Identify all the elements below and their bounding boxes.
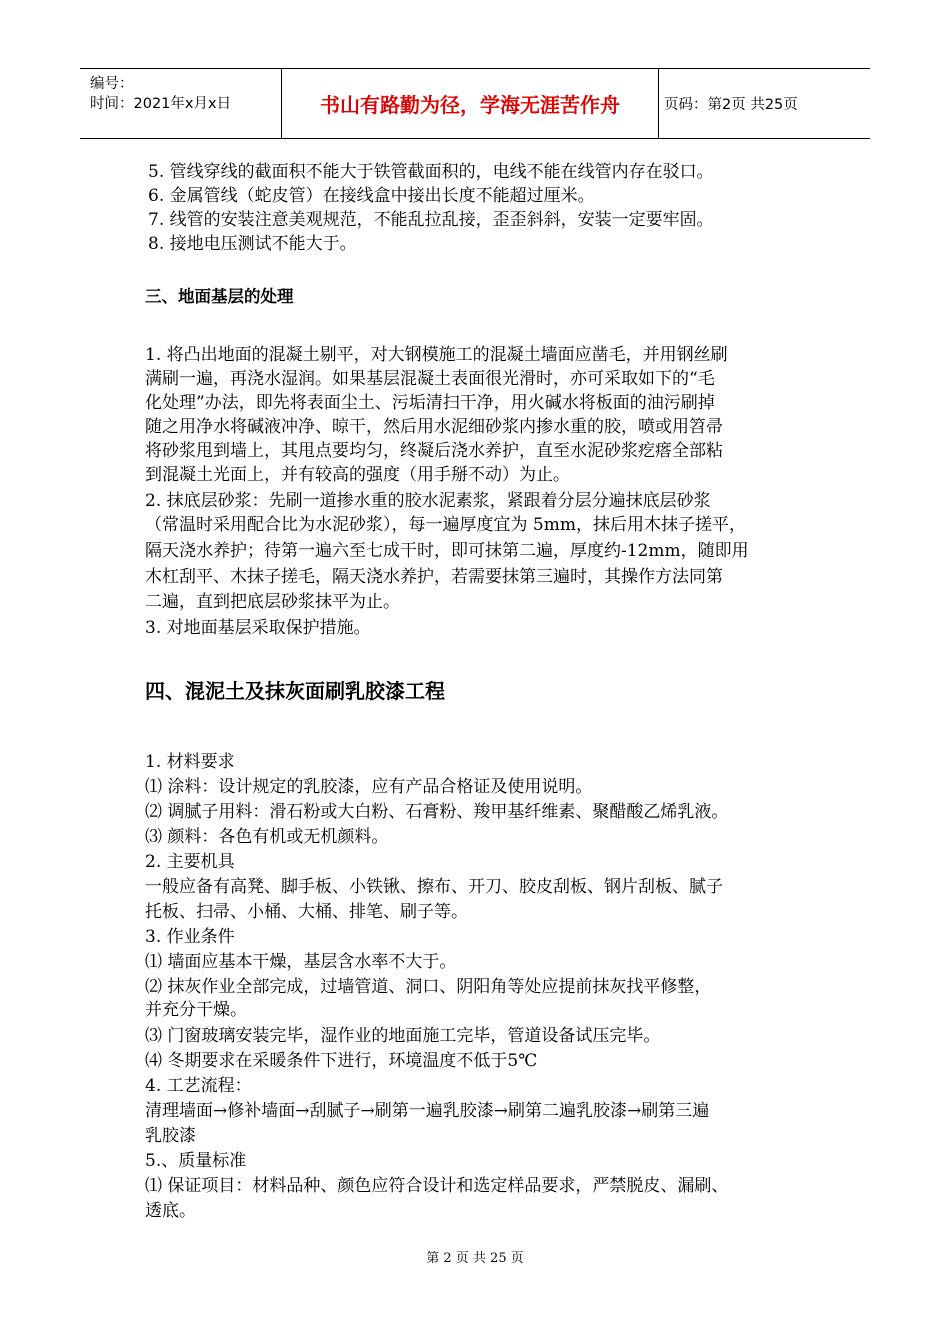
document-date: 时间：2021年x月x日 [90, 96, 232, 112]
header-left-cell [80, 69, 281, 138]
paragraph-line: 2. 主要机具 [145, 852, 235, 872]
paragraph-line: 并充分干燥。 [145, 1000, 247, 1020]
paragraph-line: 乳胶漆 [145, 1126, 196, 1146]
paragraph-line: 到混凝土光面上，并有较高的强度（用手掰不动）为止。 [145, 465, 570, 485]
header-motto: 书山有路勤为径，学海无涯苦作舟 [281, 69, 659, 138]
paragraph-line: 将砂浆甩到墙上，其甩点要均匀，终凝后浇水养护，直至水泥砂浆疙瘩全部粘 [145, 441, 723, 461]
paragraph-line: 随之用净水将碱液冲净、晾干，然后用水泥细砂浆内掺水重的胶，喷或用笤帚 [145, 417, 723, 437]
paragraph-line: 二遍，直到把底层砂浆抹平为止。 [145, 592, 400, 612]
page-footer: 第 2 页 共 25 页 [426, 1251, 524, 1266]
paragraph-line: 清理墙面→修补墙面→刮腻子→刷第一遍乳胶漆→刷第二遍乳胶漆→刷第三遍 [145, 1101, 710, 1121]
paragraph-line: ⑶ 门窗玻璃安装完毕，湿作业的地面施工完毕，管道设备试压完毕。 [145, 1026, 661, 1046]
paragraph-line: ⑵ 抹灰作业全部完成，过墙管道、洞口、阴阳角等处应提前抹灰找平修整， [145, 977, 712, 997]
paragraph-line: 1. 将凸出地面的混凝土剔平，对大钢模施工的混凝土墙面应凿毛，并用钢丝刷 [145, 345, 728, 365]
paragraph-line: ⑵ 调腻子用料：滑石粉或大白粉、石膏粉、羧甲基纤维素、聚醋酸乙烯乳液。 [145, 802, 729, 822]
paragraph-line: 透底。 [145, 1201, 196, 1221]
paragraph-line: 化处理”办法，即先将表面尘土、污垢清扫干净，用火碱水将板面的油污刷掉 [145, 393, 715, 413]
list-item: 5. 管线穿线的截面积不能大于铁管截面积的，电线不能在线管内存在驳口。 [148, 162, 714, 182]
list-item: 7. 线管的安装注意美观规范，不能乱拉乱接，歪歪斜斜，安装一定要牢固。 [148, 210, 714, 230]
paragraph-line: 木杠刮平、木抹子搓毛，隔天浇水养护，若需要抹第三遍时，其操作方法同第 [145, 567, 723, 587]
page-header [80, 68, 870, 139]
paragraph-line: （常温时采用配合比为水泥砂浆），每一遍厚度宜为 5mm，抹后用木抹子搓平， [145, 515, 746, 535]
list-item: 8. 接地电压测试不能大于。 [148, 234, 357, 254]
paragraph-line: 满刷一遍，再浇水湿润。如果基层混凝土表面很光滑时，亦可采取如下的“毛 [145, 369, 715, 389]
document-number: 编号： [90, 76, 134, 92]
paragraph-line: ⑴ 涂料：设计规定的乳胶漆，应有产品合格证及使用说明。 [145, 777, 593, 797]
paragraph-line: 4. 工艺流程： [145, 1076, 252, 1096]
paragraph-line: 1. 材料要求 [145, 752, 235, 772]
paragraph-line: ⑴ 墙面应基本干燥，基层含水率不大于。 [145, 952, 457, 972]
paragraph-line: ⑶ 颜料：各色有机或无机颜料。 [145, 827, 389, 847]
paragraph-line: ⑷ 冬期要求在采暖条件下进行，环境温度不低于5℃ [145, 1051, 538, 1071]
paragraph-line: 托板、扫帚、小桶、大桶、排笔、刷子等。 [145, 902, 468, 922]
paragraph-line: 隔天浇水养护；待第一遍六至七成干时，即可抹第二遍，厚度约-12mm，随即用 [145, 541, 749, 561]
section-heading: 四、混泥土及抹灰面刷乳胶漆工程 [145, 679, 445, 703]
list-item: 6. 金属管线（蛇皮管）在接线盒中接出长度不能超过厘米。 [148, 186, 595, 206]
paragraph-line: 3. 对地面基层采取保护措施。 [145, 618, 371, 638]
paragraph-line: 3. 作业条件 [145, 927, 235, 947]
header-page-number: 页码：第2页 共25页 [664, 97, 798, 113]
paragraph-line: ⑴ 保证项目：材料品种、颜色应符合设计和选定样品要求，严禁脱皮、漏刷、 [145, 1176, 729, 1196]
section-heading: 三、地面基层的处理 [145, 287, 294, 306]
paragraph-line: 5.、质量标准 [145, 1151, 247, 1171]
paragraph-line: 一般应备有高凳、脚手板、小铁锹、擦布、开刀、胶皮刮板、钢片刮板、腻子 [145, 877, 723, 897]
paragraph-line: 2. 抹底层砂浆：先刷一道掺水重的胶水泥素浆，紧跟着分层分遍抹底层砂浆 [145, 491, 711, 511]
